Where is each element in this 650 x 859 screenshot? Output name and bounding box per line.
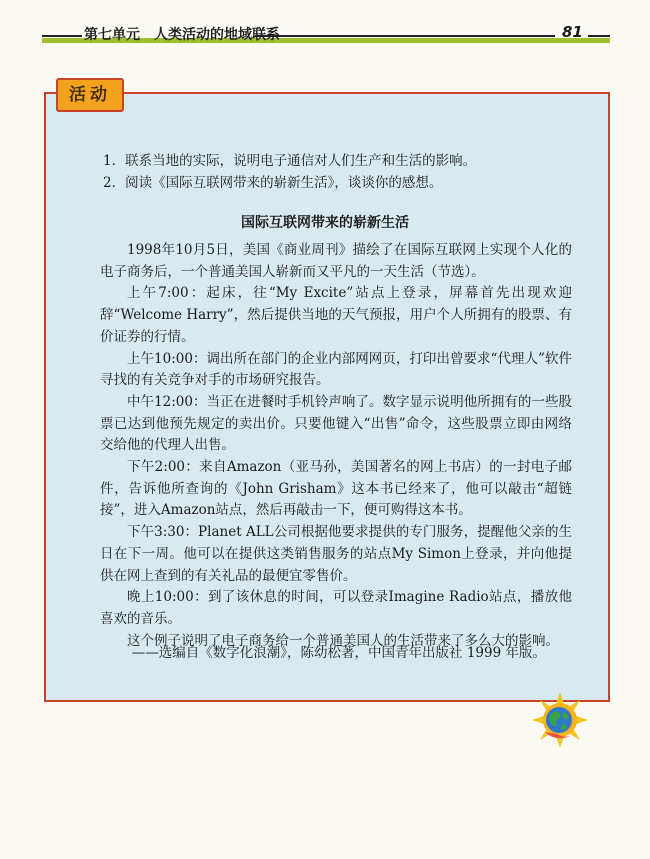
header-rule-right (588, 35, 610, 37)
activity-task: 1．联系当地的实际，说明电子通信对人们生产和生活的影响。 (103, 153, 477, 169)
article-paragraph: 上午10:00：调出所在部门的企业内部网网页，打印出曾要求“代理人”软件寻找的有关竞争对手的市场研究报告。 (100, 350, 572, 389)
article-paragraph: 中午12:00：当正在进餐时手机铃声响了。数字显示说明他所拥有的一些股票已达到他预先规定的卖出价。只要他键入“出售”命令，这些股票立即由网络交给他的代理人出售。 (100, 393, 572, 454)
activity-task-list (103, 150, 476, 194)
article-paragraph: 这个例子说明了电子商务给一个普通美国人的生活带来了多么大的影响。 (127, 632, 559, 649)
header-title (84, 24, 294, 44)
page-number: 81 (562, 23, 583, 41)
header-unit: 第七单元 (84, 27, 140, 43)
activity-task: 2．阅读《国际互联网带来的崭新生活》，谈谈你的感想。 (103, 175, 443, 191)
article-paragraph: 上午7:00：起床，往“My Excite”站点上登录，屏幕首先出现欢迎辞“Welcome Harry”，然后提供当地的天气预报，用户个人所拥有的股票、有价证券的行情。 (100, 285, 572, 345)
article-source: ——选编自《数字化浪潮》，陈幼松著，中国青年出版社 1999 年版。 (131, 645, 546, 661)
header-rule-left (42, 35, 82, 37)
article-paragraph: 1998年10月5日，美国《商业周刊》描绘了在国际互联网上实现个人化的电子商务后，一个普通美国人崭新而又平凡的一天生活（节选）。 (100, 242, 572, 280)
article-title: 国际互联网带来的崭新生活 (241, 215, 409, 231)
header-rule-middle (255, 35, 555, 37)
activity-tag: 活动 (56, 78, 124, 112)
globe-sun-icon (530, 690, 590, 750)
article-paragraph: 晚上10:00：到了该休息的时间，可以登录Imagine Radio站点，播放他喜欢的音乐。 (100, 589, 572, 627)
article-body (100, 240, 572, 652)
page-header (0, 22, 650, 48)
header-chapter-title: 人类活动的地域联系 (154, 27, 280, 43)
article-paragraph: 下午2:00：来自Amazon（亚马孙，美国著名的网上书店）的一封电子邮件，告诉他所查询的《John Grisham》这本书已经来了，他可以敲击“超链接”，进入Amazon站点，然后再敲击一下，便可购得这本书。 (100, 459, 572, 519)
article-paragraph: 下午3:30：Planet ALL公司根据他要求提供的专门服务，提醒他父亲的生日在下一周。他可以在提供这类销售服务的站点My Simon上登录，并向他提供在网上查到的有关礼品的最便宜零售价。 (100, 524, 572, 584)
